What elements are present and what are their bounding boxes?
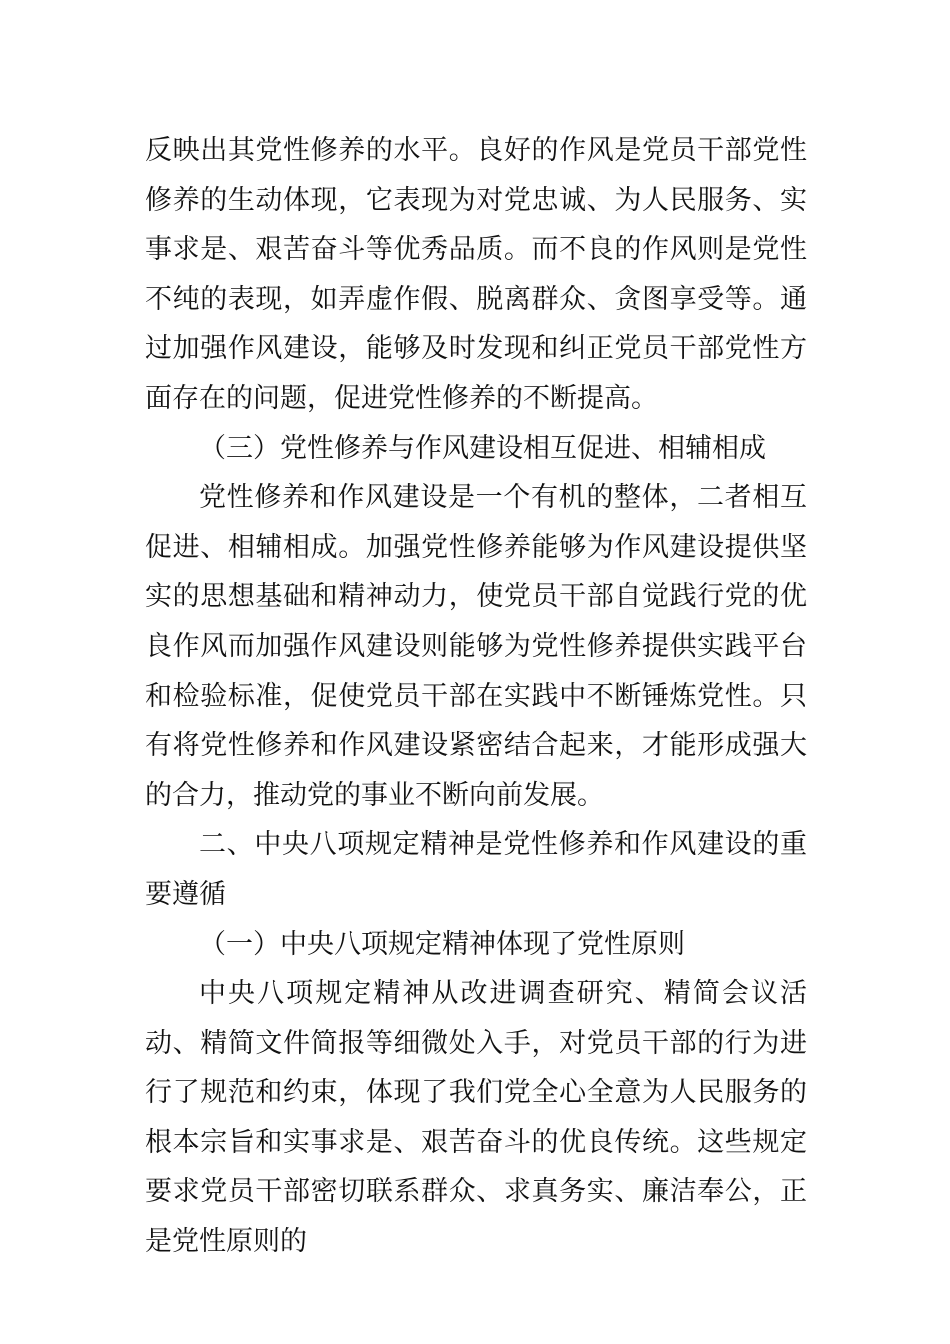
body-paragraph: 反映出其党性修养的水平。良好的作风是党员干部党性修养的生动体现，它表现为对党忠诚、为人民服务、实事求是、艰苦奋斗等优秀品质。而不良的作风则是党性不纯的表现，如弄虚作假、脱离群众、贪图享受等。通过加强作风建设，能够及时发现和纠正党员干部党性方面存在的问题，促进党性修养的不断提高。 bbox=[145, 135, 807, 414]
section-subheading: （三）党性修养与作风建设相互促进、相辅相成 bbox=[199, 432, 766, 464]
body-paragraph: 中央八项规定精神从改进调查研究、精简会议活动、精简文件简报等细微处入手，对党员干部的行为进行了规范和约束，体现了我们党全心全意为人民服务的根本宗旨和实事求是、艰苦奋斗的优良传统。这些规定要求党员干部密切联系群众、求真务实、廉洁奉公，正是党性原则的 bbox=[145, 978, 807, 1258]
section-subheading: （一）中央八项规定精神体现了党性原则 bbox=[199, 928, 685, 960]
document-body bbox=[145, 126, 807, 1267]
section-heading: 二、中央八项规定精神是党性修养和作风建设的重要遵循 bbox=[145, 829, 807, 910]
body-paragraph: 党性修养和作风建设是一个有机的整体，二者相互促进、相辅相成。加强党性修养能够为作风建设提供坚实的思想基础和精神动力，使党员干部自觉践行党的优良作风而加强作风建设则能够为党性修养提供实践平台和检验标准，促使党员干部在实践中不断锤炼党性。只有将党性修养和作风建设紧密结合起来，才能形成强大的合力，推动党的事业不断向前发展。 bbox=[145, 482, 807, 811]
